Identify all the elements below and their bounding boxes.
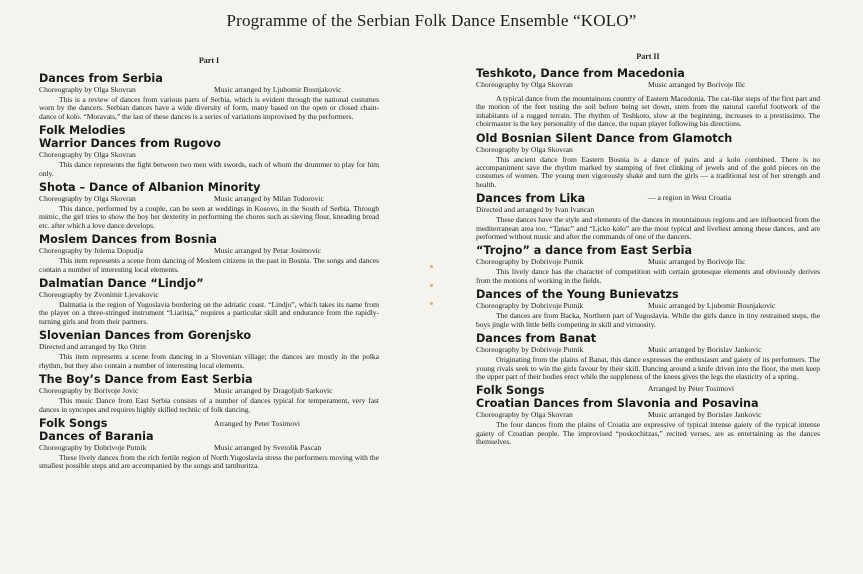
item-title: Shota – Dance of Albanion Minority — [39, 181, 261, 195]
item-music: Music arranged by Milan Todorovic — [214, 194, 324, 204]
item-title: Folk Songs — [39, 416, 108, 430]
item-music: Music arranged by Svetolik Pascan — [214, 442, 322, 452]
item-title: Dalmatian Dance “Lindjo” — [39, 277, 204, 291]
item-music: Music arranged by Ljubomir Bosnjakovic — [648, 301, 776, 311]
item-title: Dances of the Young Bunievatzs — [476, 288, 679, 302]
part-two-label: Part II — [636, 52, 660, 61]
item-description: These lively dances from the rich fertile region of North Yugoslavia stress the performers moving with the smallest possible steps and are accompanied by the songs and tamburitza. — [39, 452, 379, 471]
item-description: The four dances from the plains of Croatia are expressive of typical intense gaiety of the typical intense gaiety of Croatian people. The improvised “poskochitzas,” recited verses, are as entertaining as the dances themselves. — [476, 420, 820, 447]
item-music: Music arranged by Borislav Jankovic — [648, 410, 762, 420]
item-choreography: Choreography by Olga Skovran — [476, 410, 573, 420]
item-title: “Trojno” a dance from East Serbia — [476, 244, 693, 258]
programme-item — [476, 244, 820, 285]
item-description: Dalmatia is the region of Yugoslavia bordering on the adriatic coast. “Lindjo”, which takes its name from the player on a three-stringed instrument “Liaritsa,” requires a particular skill and endurance from the rapidly-turning girls and from their partners. — [39, 300, 379, 326]
item-choreography: Choreography by Borivoje Jovic — [39, 386, 139, 396]
item-choreography: Choreography by Olga Skovran — [39, 150, 136, 160]
item-music: Music arranged by Borivoje Ilic — [648, 80, 746, 89]
staple-mark — [430, 284, 433, 287]
item-choreography: Choreography by Dobrivoje Putnik — [476, 301, 584, 311]
item-title: The Boy’s Dance from East Serbia — [39, 373, 253, 387]
item-description: This dance, performed by a couple, can be seen at weddings in Kosovo, in the South of Serbia. Through mimic, the girl tries to show the boy her dexterity in performing the chores such as sieving flour, kneading bread etc. after which a love dance develops. — [39, 204, 379, 230]
part-one-label: Part I — [198, 56, 220, 65]
item-description: This dance represents the fight between two men with swords, each of whom the drummer to play for him only. — [39, 160, 379, 178]
programme-item — [39, 329, 379, 370]
item-music: Music arranged by Ljubomir Bosnjakovic — [214, 85, 342, 94]
staple-mark — [430, 302, 433, 305]
binding-marks — [424, 265, 438, 305]
programme-item — [476, 132, 820, 190]
programme-item — [476, 332, 820, 381]
item-music: Music arranged by Borivoje Ilic — [648, 257, 746, 267]
item-choreography: Choreography by Dobrivoje Putnik — [476, 257, 584, 267]
item-description: The dances are from Backa, Northern part of Yugoslavia. While the girls dance in tiny restrained steps, the boys jingle with little bells competing in skill and virtuosity. — [476, 311, 820, 329]
item-description: This ancient dance from Eastern Bosnia is a dance of pairs and a kolo combined. There is no accompaniment save the rhythm marked by stamping of feet clinking of jewels and of the gold pieces on the costumes of women. The young men vigorously shake and turn the girls — a traditional test of her strength and health. — [476, 154, 820, 189]
item-title: Slovenian Dances from Gorenjsko — [39, 329, 252, 343]
item-title: Warrior Dances from Rugovo — [39, 137, 221, 151]
item-choreography: Choreography by Jelema Dopudja — [39, 246, 143, 256]
staple-mark — [430, 265, 433, 268]
item-title: Dances from Serbia — [39, 72, 163, 85]
item-choreography: Choreography by Olga Skovran — [476, 80, 573, 89]
programme-item — [39, 124, 379, 137]
item-region-note: — a region in West Croatia — [648, 193, 731, 203]
item-description: A typical dance from the mountainous country of Eastern Macedonia. The cat-like steps of the first part and the motion of the feet testing the soil before being set down, stem from the natural careful footwork of the inhabitants of a rugged terrain. The rhythm of Teshkoto, slow at the beginning, increases to a prestissimo. The choirmaster is the key personality of the dance, the tupan player following his directions. — [476, 94, 820, 129]
page-title: Programme of the Serbian Folk Dance Ensemble “KOLO” — [226, 11, 637, 30]
item-title: Folk Melodies — [39, 124, 126, 138]
item-music: Arranged by Peter Tosimovi — [648, 384, 735, 394]
item-description: Originating from the plains of Banat, this dance expresses the enthusiasm and gaiety of its performers. The young rivals seek to win the girls favour by their skill. Dancing around a knife driven into the floor, the men keep the upper part of their bodies erect while the suppleness of the knees gives the legs the elasticity of a spring. — [476, 355, 820, 381]
item-title: Moslem Dances from Bosnia — [39, 233, 217, 247]
item-choreography: Choreography by Dobrivoje Putnik — [39, 442, 147, 452]
item-music: Music arranged by Borislav Jankovic — [648, 345, 762, 355]
item-title: Dances of Barania — [39, 429, 154, 443]
programme-item — [476, 288, 820, 329]
programme-item — [39, 373, 379, 414]
item-title: Croatian Dances from Slavonia and Posavina — [476, 397, 759, 411]
item-description: This music Dance from East Serbia consists of a number of dances typical for temperament, very fast dances in syncopes and requires highly skilled technic of folk dancing. — [39, 396, 379, 414]
item-title: Folk Songs — [476, 384, 545, 398]
programme-item — [476, 397, 820, 446]
item-choreography: Directed and arranged by Ivan Ivancan — [476, 205, 595, 215]
programme-item — [476, 67, 820, 129]
item-music: Music arranged by Petar Josimovic — [214, 246, 322, 256]
programme-item — [39, 277, 379, 326]
programme-item — [476, 192, 820, 241]
programme-item — [39, 233, 379, 274]
programme-item — [39, 72, 379, 121]
item-title: Dances from Lika — [476, 192, 586, 206]
item-title: Teshkoto, Dance from Macedonia — [476, 67, 685, 80]
item-description: This is a review of dances from various parts of Serbia, which is evident through the national costumes worn by the dancers. Serbian dances have a wide diversity of form, many based on the open or closed chain-dance of kolo. “Moravats,” the last of these dances is a series of variations improvised by the performers. — [39, 95, 379, 121]
item-description: This item represents a scene from dancing of Moslem citizens in the past in Bosnia. The songs and dances contain a number of interesting local elements. — [39, 256, 379, 274]
item-title: Old Bosnian Silent Dance from Glamotch — [476, 131, 733, 145]
item-description: These dances have the style and elements of the dances in mountainous regions and are influenced from the mediterranean area too. “Tanac” and “Licko kolo” are the most typical and liveliest among these dances, and are performed without music and after the commands of one of the dancers. — [476, 215, 820, 242]
item-choreography: Directed and arranged by Iko Otrin — [39, 342, 146, 352]
programme-item — [39, 137, 379, 178]
part-one-column — [39, 52, 379, 474]
item-music: Arranged by Peter Tosimovi — [214, 418, 301, 428]
item-choreography: Choreography by Olga Skovran — [476, 144, 573, 154]
item-title: Dances from Banat — [476, 332, 597, 346]
item-choreography: Choreography by Olga Skovran — [39, 194, 136, 204]
item-choreography: Choreography by Dobrivoje Putnik — [476, 345, 584, 355]
item-music: Music arranged by Dragoljub Sarkovic — [214, 386, 333, 396]
part-two-column — [476, 52, 820, 450]
item-choreography: Choreography by Olga Skovran — [39, 85, 136, 94]
programme-item — [39, 181, 379, 230]
programme-item — [39, 417, 379, 430]
programme-item — [39, 430, 379, 471]
item-choreography: Choreography by Zvonimir Ljevakovic — [39, 290, 159, 300]
item-description: This item represents a scene from dancing in a Slovenian village; the dances are mostly in the polka rhythm, but they also contain a number of interesting local elements. — [39, 352, 379, 370]
item-description: This lively dance has the character of competition with certain grotesque elements and obviously derives from the motions of working in the fields. — [476, 267, 820, 285]
programme-item — [476, 384, 820, 397]
